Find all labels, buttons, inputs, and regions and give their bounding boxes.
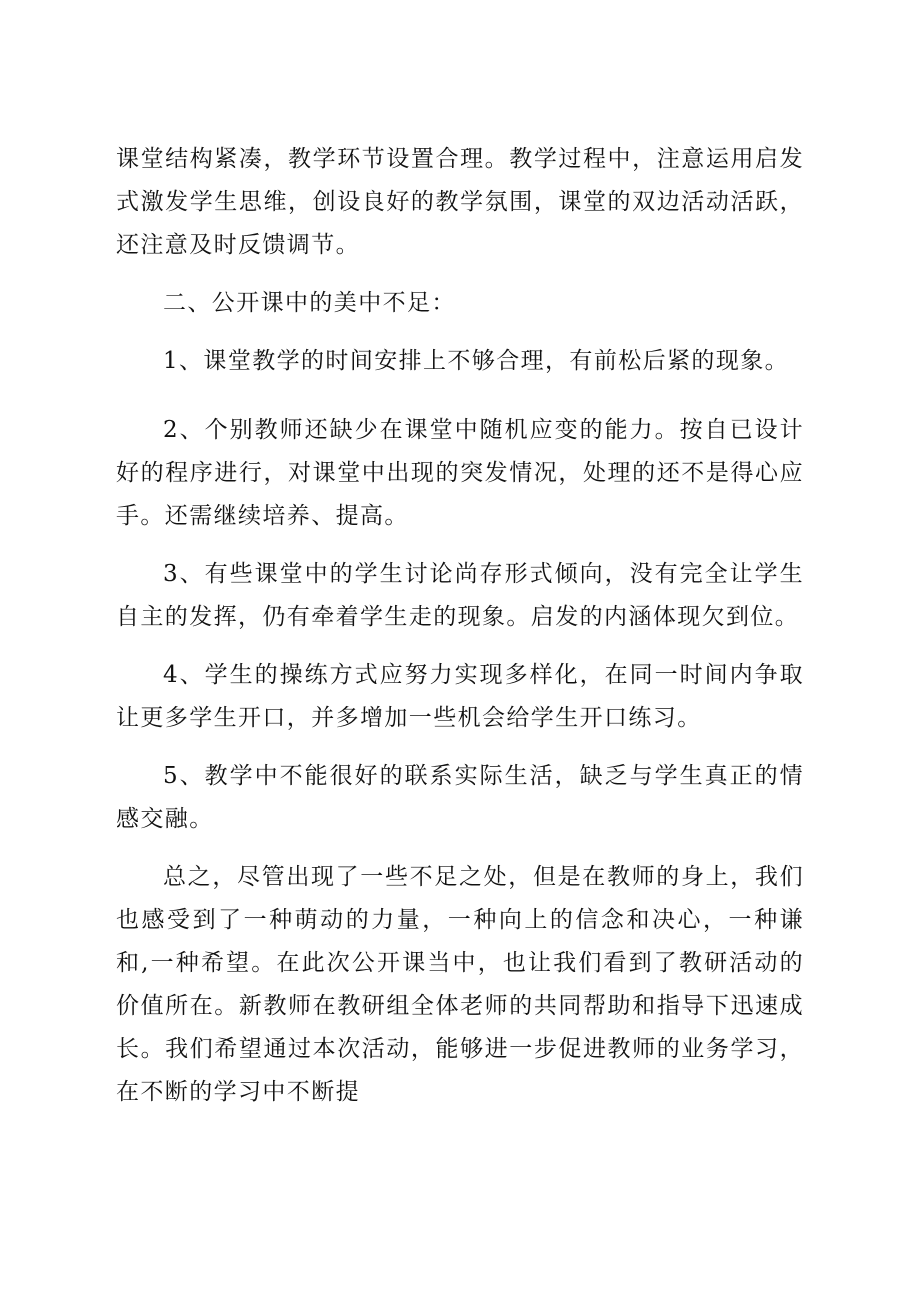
list-item-2: 2、个别教师还缺少在课堂中随机应变的能力。按自已设计好的程序进行，对课堂中出现的突发情况，处理的还不是得心应手。还需继续培养、提高。: [116, 417, 804, 529]
section-heading-shortcomings: 二、公开课中的美中不足：: [163, 290, 456, 316]
paragraph-continuation: 课堂结构紧凑，教学环节设置合理。教学过程中，注意运用启发式激发学生思维，创设良好的教学氛围，课堂的双边活动活跃，还注意及时反馈调节。: [116, 146, 804, 258]
list-item-4: 4、学生的操练方式应努力实现多样化，在同一时间内争取让更多学生开口，并多增加一些机会给学生开口练习。: [116, 662, 804, 731]
list-item-3: 3、有些课堂中的学生讨论尚存形式倾向，没有完全让学生自主的发挥，仍有牵着学生走的现象。启发的内涵体现欠到位。: [116, 561, 804, 630]
paragraph-conclusion: 总之，尽管出现了一些不足之处，但是在教师的身上，我们也感受到了一种萌动的力量，一种向上的信念和决心，一种谦和,一种希望。在此次公开课当中，也让我们看到了教研活动的价值所在。新教师在教研组全体老师的共同帮助和指导下迅速成长。我们希望通过本次活动，能够进一步促进教师的业务学习，在不断的学习中不断提: [116, 864, 804, 1105]
list-item-1: 1、课堂教学的时间安排上不够合理，有前松后紧的现象。: [163, 348, 790, 374]
list-item-5: 5、教学中不能很好的联系实际生活，缺乏与学生真正的情感交融。: [116, 763, 804, 832]
